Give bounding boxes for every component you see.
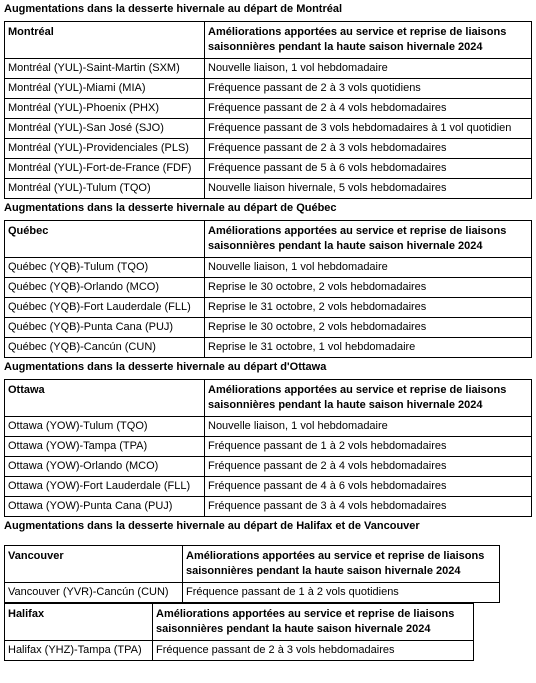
table-row — [5, 99, 531, 119]
route-cell: Halifax (YHZ)-Tampa (TPA) — [5, 641, 153, 660]
table-halifax — [4, 603, 474, 661]
change-cell: Reprise le 30 octobre, 2 vols hebdomadaires — [205, 278, 531, 298]
section-title-quebec: Augmentations dans la desserte hivernale au départ de Québec — [4, 202, 337, 214]
change-cell: Fréquence passant de 2 à 3 vols hebdomadaires — [205, 139, 531, 159]
route-cell: Montréal (YUL)-Tulum (TQO) — [5, 179, 205, 198]
route-cell: Montréal (YUL)-Providenciales (PLS) — [5, 139, 205, 159]
table-header — [5, 22, 531, 59]
route-cell: Québec (YQB)-Fort Lauderdale (FLL) — [5, 298, 205, 318]
header-improvements: Améliorations apportées au service et reprise de liaisons saisonnières pendant la haute saison hivernale 2024 — [205, 22, 531, 59]
route-cell: Montréal (YUL)-Phoenix (PHX) — [5, 99, 205, 119]
route-cell: Montréal (YUL)-Miami (MIA) — [5, 79, 205, 99]
route-cell: Montréal (YUL)-Fort-de-France (FDF) — [5, 159, 205, 179]
header-origin: Québec — [5, 221, 205, 258]
table-row — [5, 417, 531, 437]
change-cell: Reprise le 30 octobre, 2 vols hebdomadaires — [205, 318, 531, 338]
change-cell: Fréquence passant de 3 vols hebdomadaires à 1 vol quotidien — [205, 119, 531, 139]
change-cell: Nouvelle liaison, 1 vol hebdomadaire — [205, 59, 531, 79]
table-row — [5, 139, 531, 159]
table-row — [5, 497, 531, 516]
change-cell: Fréquence passant de 4 à 6 vols hebdomadaires — [205, 477, 531, 497]
change-cell: Nouvelle liaison, 1 vol hebdomadaire — [205, 258, 531, 278]
table-row — [5, 79, 531, 99]
table-vancouver — [4, 545, 500, 603]
route-cell: Ottawa (YOW)-Orlando (MCO) — [5, 457, 205, 477]
header-origin: Halifax — [5, 604, 153, 641]
table-row — [5, 318, 531, 338]
table-header — [5, 221, 531, 258]
table-row — [5, 457, 531, 477]
header-improvements: Améliorations apportées au service et reprise de liaisons saisonnières pendant la haute saison hivernale 2024 — [153, 604, 473, 641]
route-cell: Québec (YQB)-Cancún (CUN) — [5, 338, 205, 357]
change-cell: Nouvelle liaison, 1 vol hebdomadaire — [205, 417, 531, 437]
header-origin: Vancouver — [5, 546, 183, 583]
table-row — [5, 258, 531, 278]
table-row — [5, 298, 531, 318]
route-cell: Vancouver (YVR)-Cancún (CUN) — [5, 583, 183, 602]
table-row — [5, 437, 531, 457]
route-cell: Ottawa (YOW)-Punta Cana (PUJ) — [5, 497, 205, 516]
table-header — [5, 380, 531, 417]
header-improvements: Améliorations apportées au service et reprise de liaisons saisonnières pendant la haute saison hivernale 2024 — [205, 380, 531, 417]
table-header — [5, 546, 499, 583]
table-row — [5, 583, 499, 602]
route-cell: Montréal (YUL)-Saint-Martin (SXM) — [5, 59, 205, 79]
route-cell: Ottawa (YOW)-Tampa (TPA) — [5, 437, 205, 457]
table-row — [5, 338, 531, 357]
table-montreal — [4, 21, 532, 199]
header-improvements: Améliorations apportées au service et reprise de liaisons saisonnières pendant la haute saison hivernale 2024 — [183, 546, 499, 583]
table-row — [5, 179, 531, 198]
route-cell: Montréal (YUL)-San José (SJO) — [5, 119, 205, 139]
route-cell: Ottawa (YOW)-Tulum (TQO) — [5, 417, 205, 437]
section-title-ottawa: Augmentations dans la desserte hivernale au départ d'Ottawa — [4, 361, 327, 373]
table-row — [5, 119, 531, 139]
change-cell: Fréquence passant de 1 à 2 vols quotidiens — [186, 586, 399, 598]
table-row — [5, 477, 531, 497]
route-cell: Ottawa (YOW)-Fort Lauderdale (FLL) — [5, 477, 205, 497]
table-row — [5, 159, 531, 179]
route-cell: Québec (YQB)-Punta Cana (PUJ) — [5, 318, 205, 338]
change-cell: Fréquence passant de 2 à 3 vols quotidiens — [205, 79, 531, 99]
change-cell: Fréquence passant de 2 à 4 vols hebdomadaires — [205, 99, 531, 119]
change-cell: Fréquence passant de 2 à 4 vols hebdomadaires — [205, 457, 531, 477]
table-ottawa — [4, 379, 532, 517]
change-cell: Fréquence passant de 5 à 6 vols hebdomadaires — [205, 159, 531, 179]
header-origin: Ottawa — [5, 380, 205, 417]
section-title-montreal: Augmentations dans la desserte hivernale au départ de Montréal — [4, 3, 343, 15]
header-improvements: Améliorations apportées au service et reprise de liaisons saisonnières pendant la haute saison hivernale 2024 — [205, 221, 531, 258]
change-cell: Fréquence passant de 2 à 3 vols hebdomadaires — [156, 644, 395, 656]
section-title-halifax-vancouver: Augmentations dans la desserte hivernale au départ de Halifax et de Vancouver — [4, 520, 420, 532]
route-cell: Québec (YQB)-Tulum (TQO) — [5, 258, 205, 278]
change-cell: Fréquence passant de 3 à 4 vols hebdomadaires — [208, 500, 447, 512]
table-quebec — [4, 220, 532, 358]
route-cell: Québec (YQB)-Orlando (MCO) — [5, 278, 205, 298]
table-header — [5, 604, 473, 641]
table-row — [5, 278, 531, 298]
change-cell: Reprise le 31 octobre, 1 vol hebdomadaire — [208, 341, 416, 353]
change-cell: Fréquence passant de 1 à 2 vols hebdomadaires — [205, 437, 531, 457]
change-cell: Reprise le 31 octobre, 2 vols hebdomadaires — [205, 298, 531, 318]
table-row — [5, 641, 473, 660]
table-row — [5, 59, 531, 79]
header-origin: Montréal — [5, 22, 205, 59]
change-cell: Nouvelle liaison hivernale, 5 vols hebdomadaires — [208, 182, 447, 194]
